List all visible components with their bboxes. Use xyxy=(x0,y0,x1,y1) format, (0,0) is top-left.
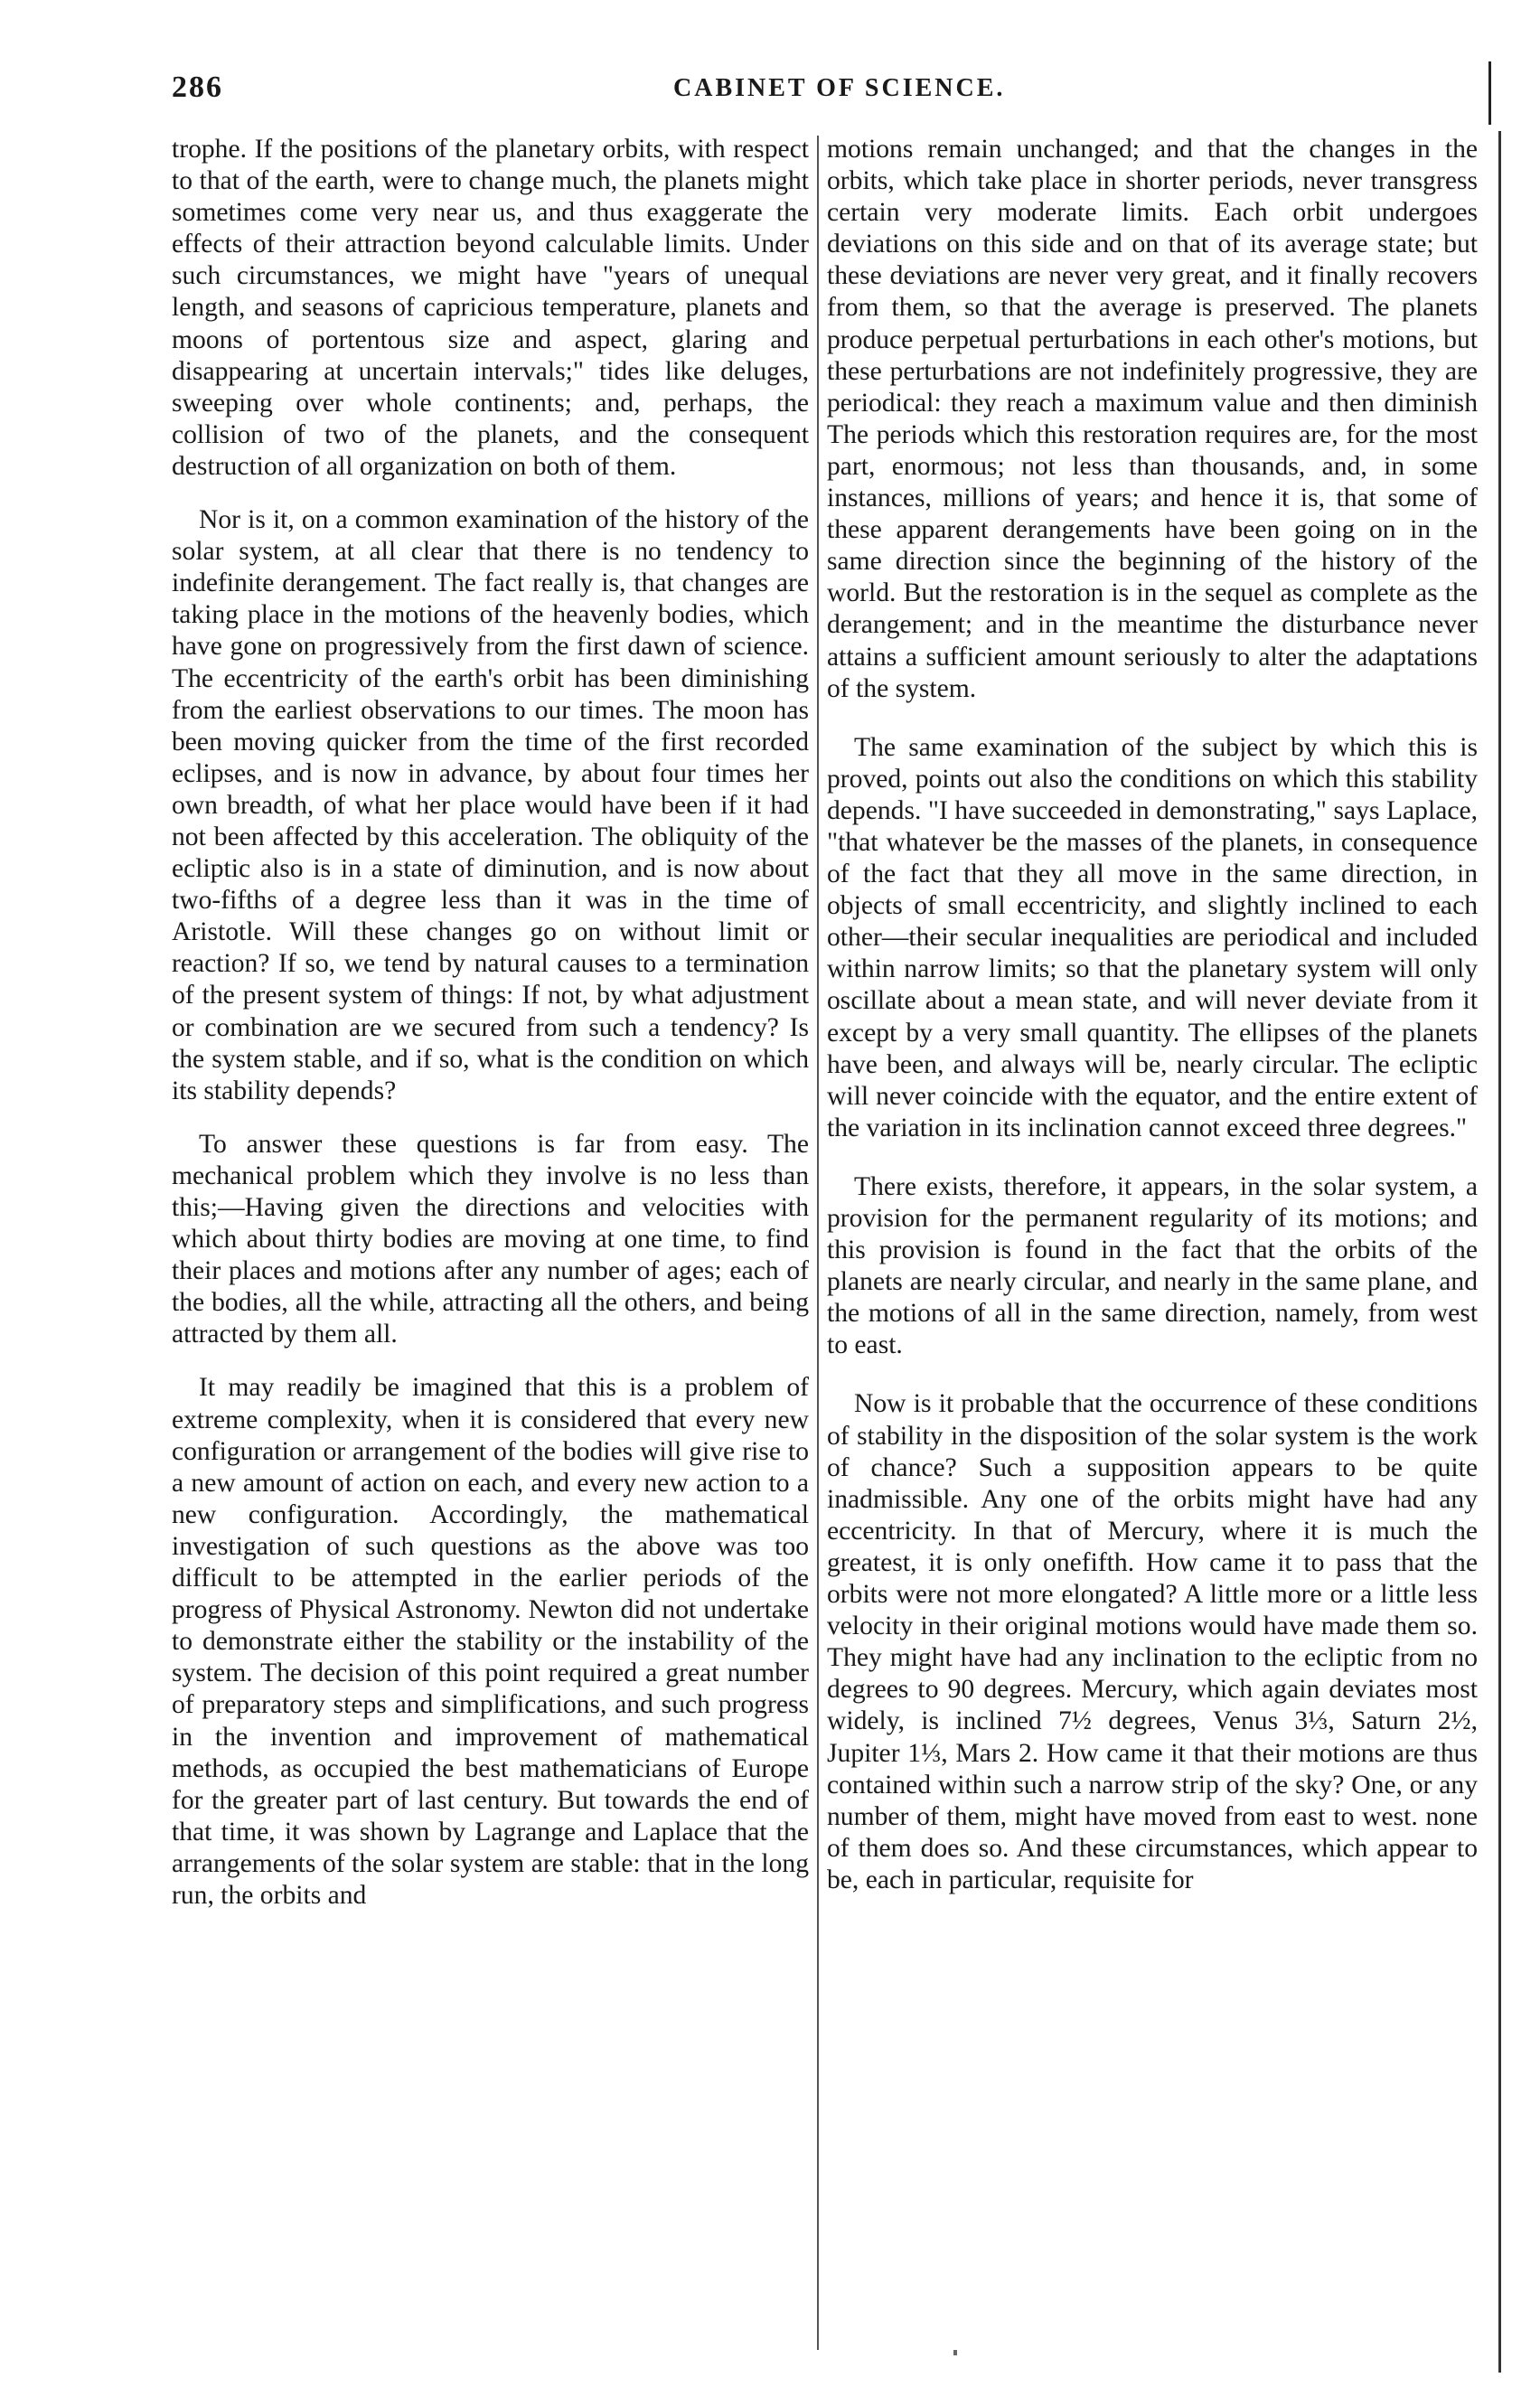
page-edge-rule xyxy=(1498,131,1501,2373)
running-head xyxy=(172,61,1491,107)
running-title: CABINET OF SCIENCE. xyxy=(673,74,1006,102)
paragraph: The same examination of the subject by which this is proved, points out also the conditions on which this stability depends. "I have succeeded in demonstrating," says Laplace, "that whatever be the masses of the planets, in consequence of the fact that they all move in the same direction, in objects of small eccentricity, and slightly inclined to each other—their secular inequalities are periodical and included within narrow limits; so that the planetary system will only oscillate about a mean state, and will never deviate from it except by a very small quantity. The ellipses of the planets have been, and always will be, nearly circular. The ecliptic will never coincide with the equator, and the entire extent of the variation in its inclination cannot exceed three degrees." xyxy=(827,732,1478,1142)
edge-mark xyxy=(1488,61,1491,125)
ink-speck xyxy=(953,2350,957,2355)
paragraph: motions remain unchanged; and that the changes in the orbits, which take place in shorter periods, never transgress certain very moderate limits. Each orbit undergoes deviations on this side and on that of its average state; but these deviations are never very great, and it finally recovers from them, so that the average is preserved. The planets produce perpetual perturbations in each other's motions, but these perturbations are not indefinitely progressive, they are periodical: they reach a maximum value and then diminish The periods which this restoration requires are, for the most part, enormous; not less than thousands, and, in some instances, millions of years; and hence it is, that some of these apparent derangements have been going on in the same direction since the beginning of the history of the world. But the restoration is in the sequel as complete as the derangement; and in the meantime the disturbance never attains a sufficient amount seriously to alter the adaptations of the system. xyxy=(827,135,1478,703)
paragraph: It may readily be imagined that this is a problem of extreme complexity, when it is considered that every new configuration or arrangement of the bodies will give rise to a new amount of action on each, and every new action to a new configuration. Accordingly, the mathematical investigation of such questions as the above was too difficult to be attempted in the earlier periods of the progress of Physical Astronomy. Newton did not undertake to demonstrate either the stability or the instability of the system. The decision of this point required a great number of preparatory steps and simplifications, and such progress in the invention and improvement of mathematical methods, as occupied the best mathematicians of Europe for the greater part of last century. But towards the end of that time, it was shown by Lagrange and Laplace that the arrangements of the solar system are stable: that in the long run, the orbits and xyxy=(172,1373,809,1910)
paragraph: Nor is it, on a common examination of the history of the solar system, at all clear that there is no tendency to indefinite derangement. The fact really is, that changes are taking place in the motions of the heavenly bodies, which have gone on progressively from the first dawn of science. The eccentricity of the earth's orbit has been diminishing from the earliest observations to our times. The moon has been moving quicker from the time of the first recorded eclipses, and is now in advance, by about four times her own breadth, of what her place would have been if it had not been affected by this acceleration. The obliquity of the ecliptic also is in a state of diminution, and is now about two-fifths of a degree less than it was in the time of Aristotle. Will these changes go on without limit or reaction? If so, we tend by natural causes to a termination of the present system of things: If not, by what adjustment or combination are we secured from such a tendency? Is the system stable, and if so, what is the condition on which its stability depends? xyxy=(172,505,809,1105)
right-column xyxy=(827,134,1478,2357)
paragraph: trophe. If the positions of the planetary orbits, with respect to that of the earth, were to change much, the planets might sometimes come very near us, and thus exaggerate the effects of their attraction beyond calculable limits. Under such circumstances, we might have "years of unequal length, and seasons of capricious temperature, planets and moons of portentous size and aspect, glaring and disappearing at uncertain intervals;" tides like deluges, sweeping over whole continents; and, perhaps, the collision of two of the planets, and the consequent destruction of all organization on both of them. xyxy=(172,135,809,481)
page-number: 286 xyxy=(172,70,223,104)
column-divider xyxy=(817,136,819,2350)
paragraph: Now is it probable that the occurrence of these conditions of stability in the disposition of the solar system is the work of chance? Such a supposition appears to be quite inadmissible. Any one of the orbits might have had any eccentricity. In that of Mercury, where it is much the greatest, it is only onefifth. How came it to pass that the orbits were not more elongated? A little more or a little less velocity in their original motions would have made them so. They might have had any inclination to the ecliptic from no degrees to 90 degrees. Mercury, which again deviates most widely, is inclined 7½ degrees, Venus 3⅓, Saturn 2½, Jupiter 1⅓, Mars 2. How came it that their motions are thus contained within such a narrow strip of the sky? One, or any number of them, might have moved from east to west. none of them does so. And these circumstances, which appear to be, each in particular, requisite for xyxy=(827,1389,1478,1894)
paragraph: There exists, therefore, it appears, in the solar system, a provision for the permanent regularity of its motions; and this provision is found in the fact that the orbits of the planets are nearly circular, and nearly in the same plane, and the motions of all in the same direction, namely, from west to east. xyxy=(827,1171,1478,1360)
paragraph: To answer these questions is far from easy. The mechanical problem which they involve is no less than this;—Having given the directions and velocities with which about thirty bodies are moving at one time, to find their places and motions after any number of ages; each of the bodies, all the while, attracting all the others, and being attracted by them all. xyxy=(172,1129,809,1349)
left-column xyxy=(172,134,809,2357)
